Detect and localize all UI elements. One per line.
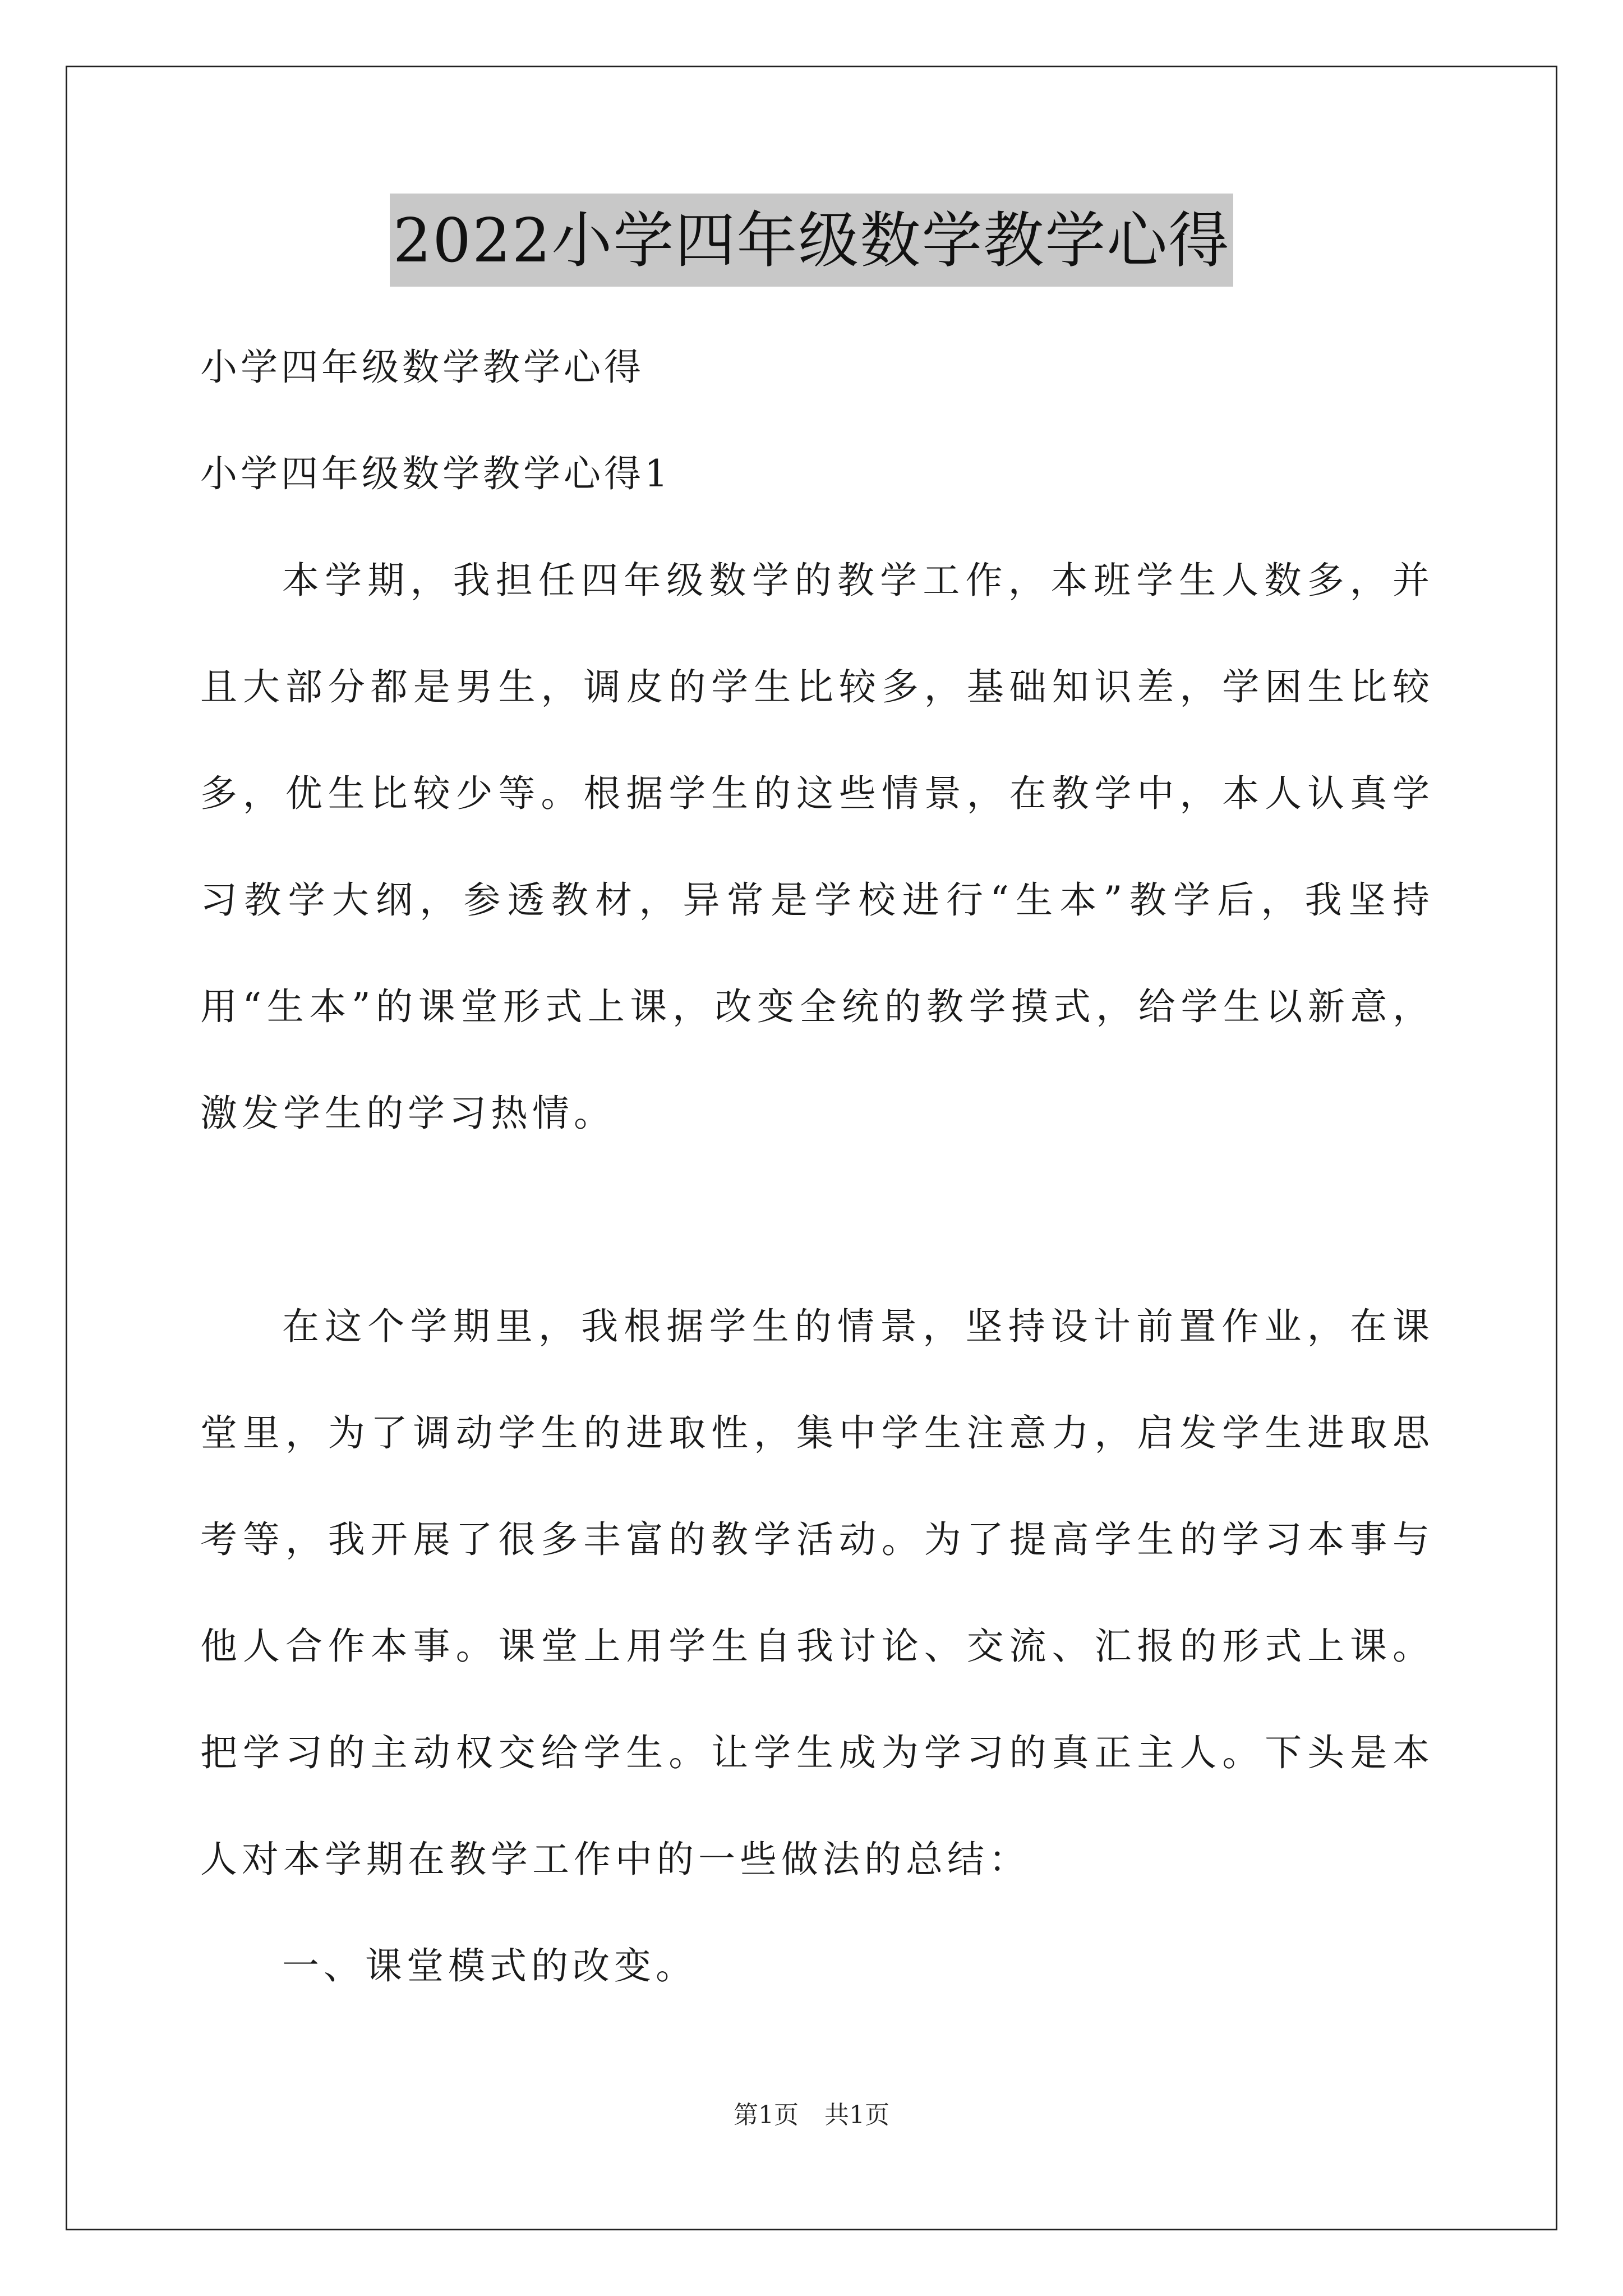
paragraph: 本学期，我担任四年级数学的教学工作，本班学生人数多，并且大部分都是男生，调皮的学生比较多，基础知识差，学困生比较多，优生比较少等。根据学生的这些情景，在教学中，本人认真学习教学大纲，参透教材，异常是学校进行“生本”教学后，我坚持用“生本”的课堂形式上课，改变全统的教学摸式，给学生以新意，激发学生的学习热情。 [200,559,1434,1135]
paragraph: 在这个学期里，我根据学生的情景，坚持设计前置作业，在课堂里，为了调动学生的进取性，集中学生注意力，启发学生进取思考等，我开展了很多丰富的教学活动。为了提高学生的学习本事与他人合作本事。课堂上用学生自我讨论、交流、汇报的形式上课。把学习的主动权交给学生。让学生成为学习的真正主人。下头是本人对本学期在教学工作中的一些做法的总结： [200,1305,1434,1881]
page-footer [0,2095,1623,2131]
title-container [0,194,1623,287]
document-title: 2022小学四年级数学教学心得 [390,194,1234,287]
subtitle-line: 小学四年级数学教学心得 [200,346,644,389]
list-heading: 一、课堂模式的改变。 [282,1944,697,1987]
page-total: 共1页 [824,2101,889,2129]
document-body [200,314,1434,2019]
paragraph-spacer [200,1167,1434,1273]
page-number: 第1页 [734,2101,799,2129]
section-heading: 小学四年级数学教学心得1 [200,452,671,495]
